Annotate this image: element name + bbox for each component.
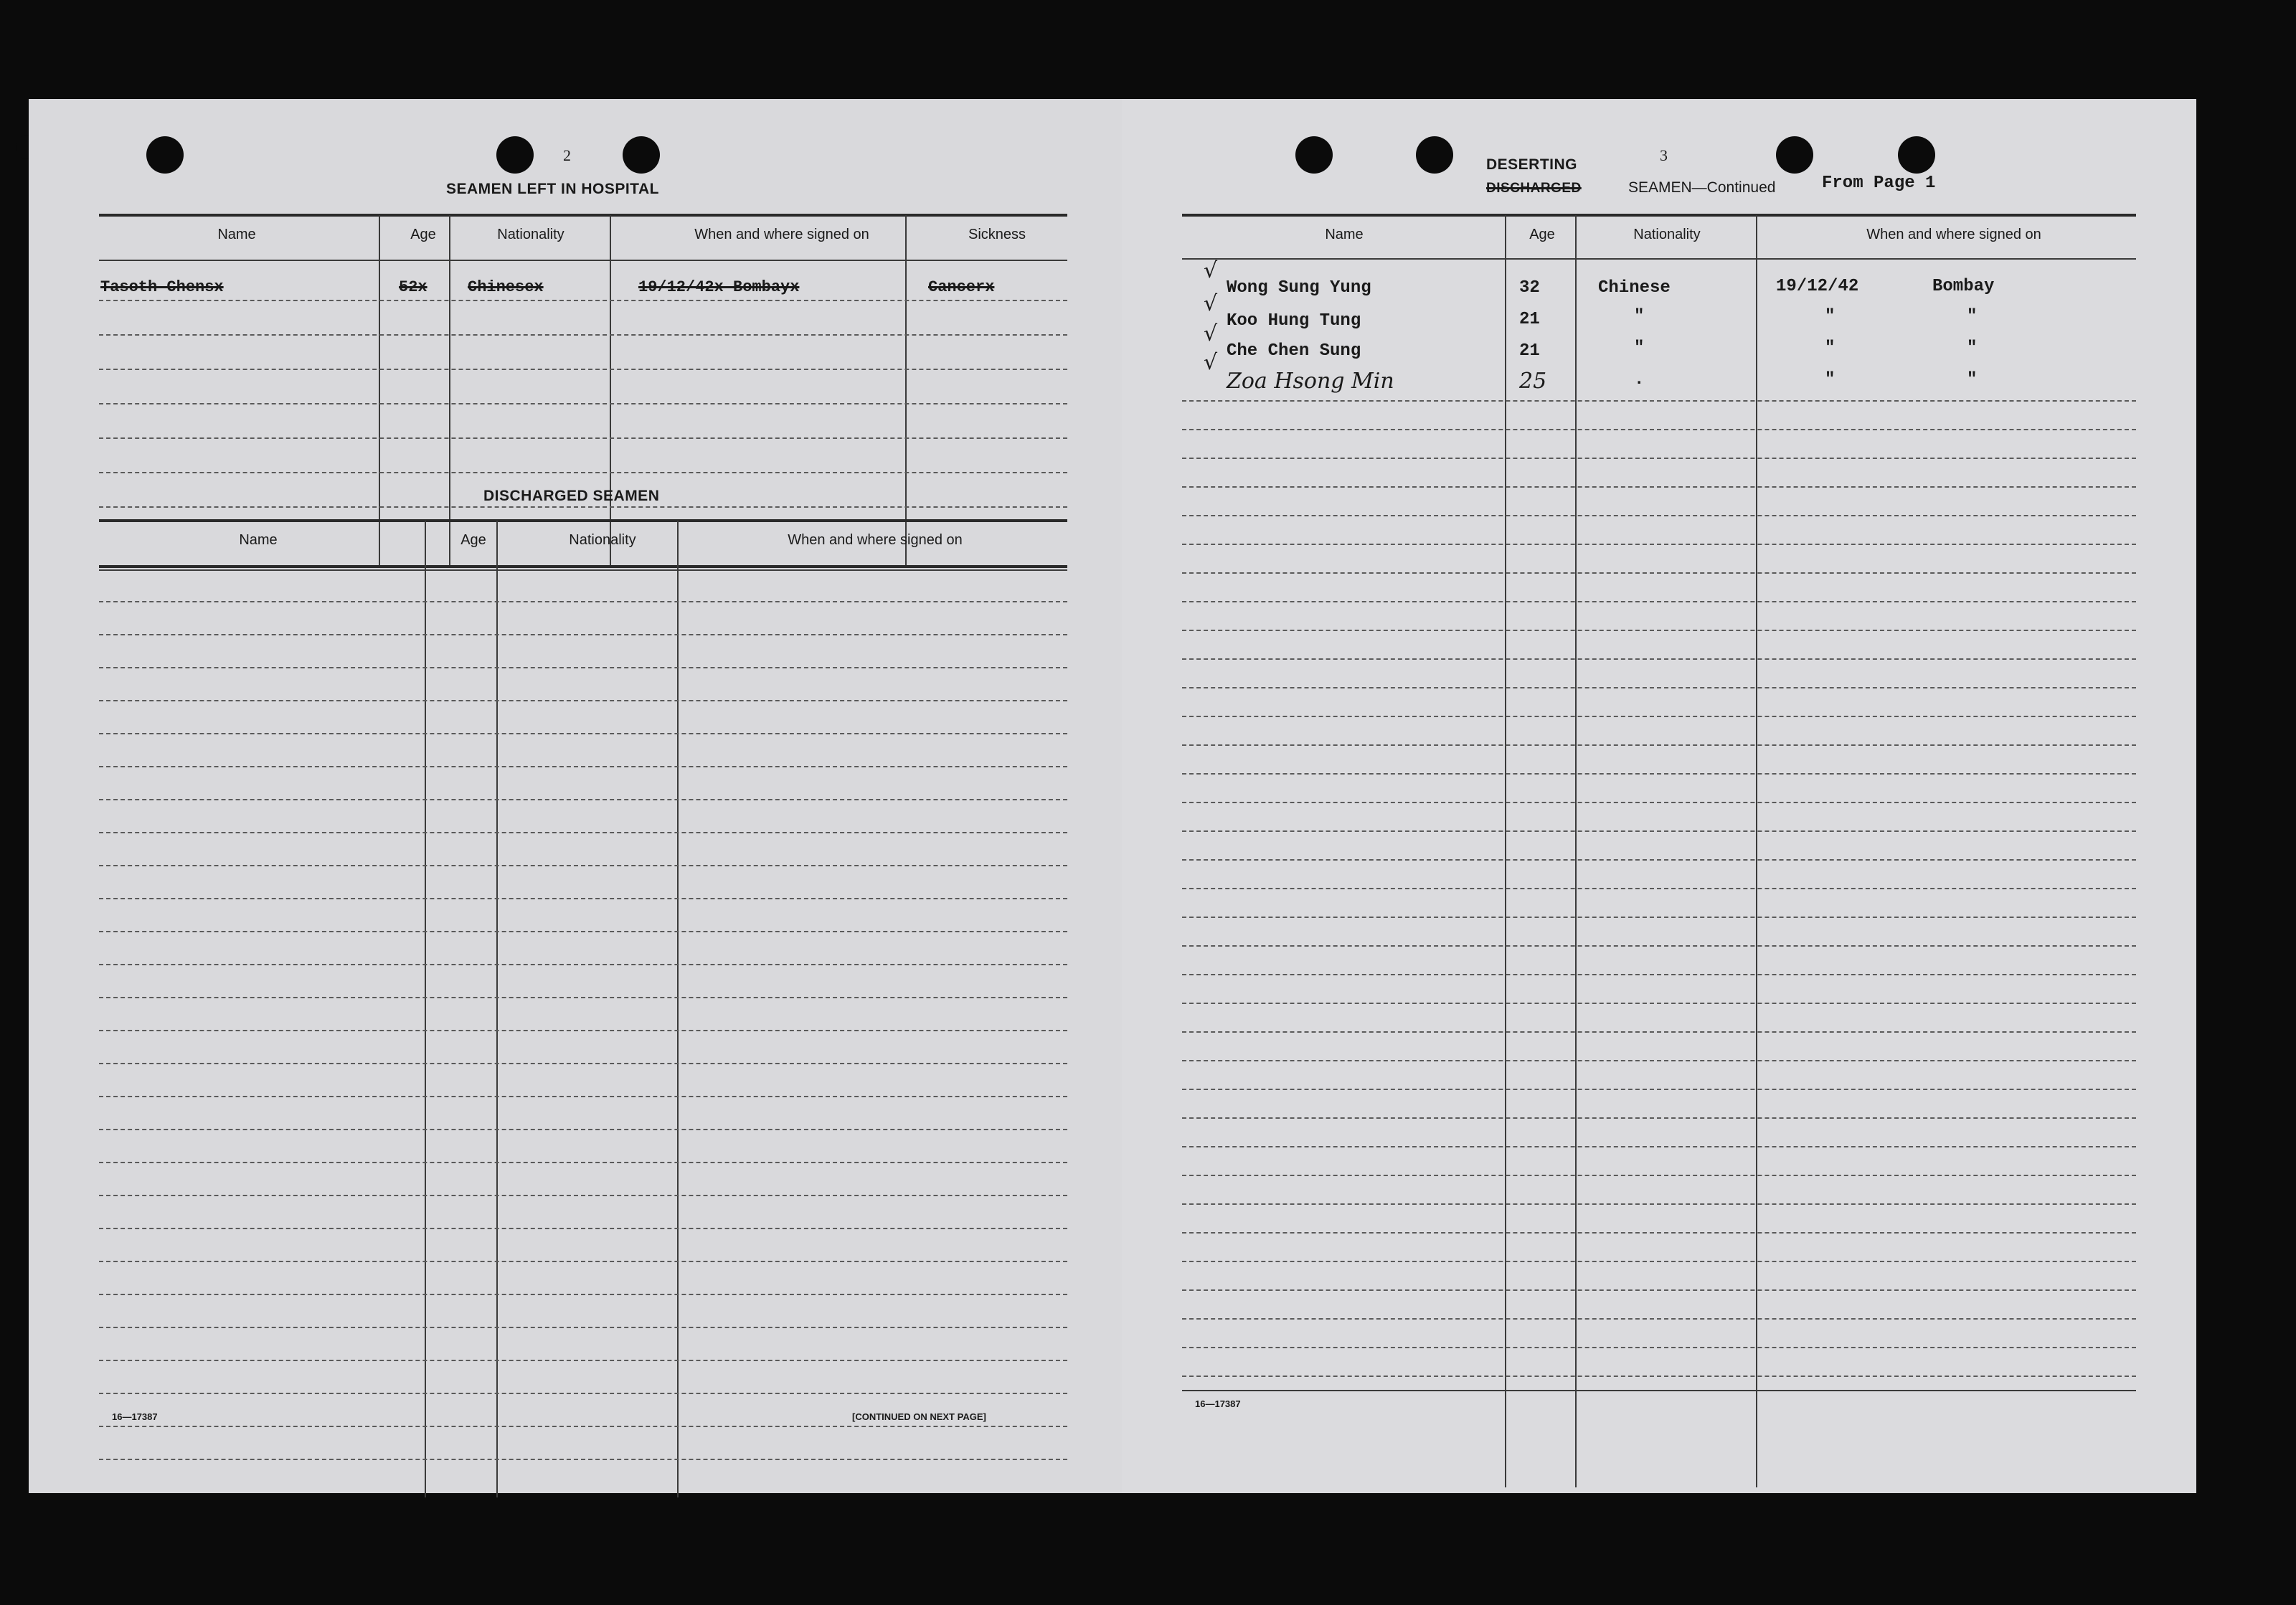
column-header-signed-on: When and where signed on <box>788 532 963 548</box>
column-header-nationality: Nationality <box>497 227 564 242</box>
column-header-signed-on: When and where signed on <box>694 227 869 242</box>
row-rule <box>1182 974 2136 975</box>
row-rule <box>99 1261 1067 1262</box>
row-rule <box>99 300 1067 301</box>
deserter-age: 21 <box>1519 341 1540 361</box>
punch-hole <box>1776 136 1813 174</box>
column-header-sickness: Sickness <box>968 227 1026 242</box>
punch-hole <box>623 136 660 174</box>
table-rule <box>99 214 1067 217</box>
row-rule <box>99 601 1067 602</box>
row-rule <box>99 667 1067 668</box>
struck-title-word: DISCHARGED <box>1486 181 1582 196</box>
form-number: 16—17387 <box>112 1411 158 1422</box>
deserter-date: " <box>1825 370 1836 389</box>
deserter-age: 21 <box>1519 310 1540 329</box>
column-header-name: Name <box>1325 227 1364 242</box>
row-rule <box>1182 429 2136 430</box>
punch-hole <box>496 136 534 174</box>
hospital-name: Tasoth Chensx <box>100 278 224 296</box>
deserter-place: " <box>1967 338 1978 358</box>
right-page <box>1122 99 2196 1493</box>
table-rule <box>99 260 1067 261</box>
row-rule <box>99 1096 1067 1097</box>
row-rule <box>1182 687 2136 688</box>
row-rule <box>99 1327 1067 1328</box>
row-rule <box>1182 1318 2136 1320</box>
column-header-name: Name <box>217 227 256 242</box>
row-rule <box>1182 1232 2136 1234</box>
deserter-nationality: . <box>1634 370 1645 389</box>
deserter-name: Wong Sung Yung <box>1227 278 1371 298</box>
row-rule <box>99 403 1067 404</box>
table-rule <box>1182 258 2136 260</box>
row-rule <box>1182 658 2136 660</box>
discharged-section-title: DISCHARGED SEAMEN <box>483 488 660 504</box>
row-rule <box>1182 1347 2136 1348</box>
deserter-nationality: " <box>1634 338 1645 358</box>
row-rule <box>1182 1376 2136 1377</box>
row-rule <box>99 1459 1067 1460</box>
deserter-name: Che Chen Sung <box>1227 341 1361 361</box>
table-rule <box>1182 1390 2136 1391</box>
deserter-age: 32 <box>1519 278 1540 298</box>
page-number: 2 <box>563 146 571 164</box>
page-number: 3 <box>1660 146 1668 164</box>
hospital-age: 52x <box>399 278 427 296</box>
row-rule <box>99 832 1067 833</box>
row-rule <box>1182 1117 2136 1119</box>
continued-note: [CONTINUED ON NEXT PAGE] <box>852 1411 986 1422</box>
row-rule <box>1182 917 2136 918</box>
column-divider <box>610 215 611 567</box>
row-rule <box>1182 744 2136 746</box>
row-rule <box>1182 458 2136 459</box>
row-rule <box>99 634 1067 635</box>
column-header-age: Age <box>460 532 486 548</box>
section-title-rest: SEAMEN—Continued <box>1628 179 1776 196</box>
column-header-nationality: Nationality <box>569 532 636 548</box>
hospital-signed-on: 19/12/42x Bombayx <box>638 278 800 296</box>
row-rule <box>1182 1203 2136 1205</box>
row-rule <box>99 506 1067 508</box>
row-rule <box>99 865 1067 866</box>
row-rule <box>99 733 1067 734</box>
punch-hole <box>146 136 184 174</box>
punch-hole <box>1898 136 1935 174</box>
deserter-date: " <box>1825 307 1836 326</box>
row-rule <box>1182 1031 2136 1033</box>
row-rule <box>99 898 1067 899</box>
column-header-age: Age <box>410 227 436 242</box>
deserter-date: 19/12/42 <box>1776 277 1859 296</box>
deserter-name-handwritten: Zoa Hsong Min <box>1227 369 1394 394</box>
column-header-name: Name <box>239 532 278 548</box>
row-rule <box>99 799 1067 800</box>
row-rule <box>99 334 1067 336</box>
row-rule <box>1182 400 2136 402</box>
check-mark: √ <box>1204 291 1218 316</box>
row-rule <box>99 1228 1067 1229</box>
row-rule <box>1182 572 2136 574</box>
row-rule <box>1182 888 2136 889</box>
row-rule <box>99 1162 1067 1163</box>
row-rule <box>1182 1289 2136 1291</box>
form-number: 16—17387 <box>1195 1398 1241 1409</box>
deserter-place: " <box>1967 307 1978 326</box>
deserter-place: Bombay <box>1932 277 1995 296</box>
row-rule <box>99 766 1067 767</box>
table-rule <box>99 569 1067 571</box>
row-rule <box>1182 1175 2136 1176</box>
row-rule <box>99 1030 1067 1031</box>
row-rule <box>1182 1261 2136 1262</box>
row-rule <box>1182 716 2136 717</box>
row-rule <box>1182 601 2136 602</box>
column-divider <box>449 215 450 567</box>
table-rule <box>99 519 1067 522</box>
row-rule <box>1182 515 2136 516</box>
hospital-nationality: Chinesex <box>468 278 544 296</box>
row-rule <box>1182 1146 2136 1147</box>
row-rule <box>1182 1060 2136 1061</box>
row-rule <box>99 931 1067 932</box>
check-mark: √ <box>1204 258 1218 283</box>
row-rule <box>1182 830 2136 832</box>
column-divider <box>1575 215 1577 1487</box>
deserter-nationality: Chinese <box>1598 278 1671 298</box>
row-rule <box>1182 802 2136 803</box>
row-rule <box>1182 945 2136 947</box>
row-rule <box>1182 773 2136 775</box>
row-rule <box>1182 1089 2136 1090</box>
row-rule <box>1182 630 2136 631</box>
deserter-place: " <box>1967 370 1978 389</box>
row-rule <box>99 1195 1067 1196</box>
punch-hole <box>1416 136 1453 174</box>
column-header-signed-on: When and where signed on <box>1866 227 2041 242</box>
deserting-label: DESERTING <box>1486 156 1578 173</box>
row-rule <box>99 437 1067 439</box>
row-rule <box>99 1426 1067 1427</box>
column-divider <box>905 215 907 567</box>
punch-hole <box>1295 136 1333 174</box>
check-mark: √ <box>1204 321 1218 346</box>
from-page-note: From Page 1 <box>1822 174 1936 193</box>
deserter-name: Koo Hung Tung <box>1227 311 1361 331</box>
row-rule <box>99 472 1067 473</box>
left-page <box>29 99 1122 1493</box>
row-rule <box>99 1360 1067 1361</box>
table-rule <box>99 565 1067 568</box>
row-rule <box>99 1294 1067 1295</box>
hospital-section-title: SEAMEN LEFT IN HOSPITAL <box>446 181 659 197</box>
row-rule <box>99 997 1067 998</box>
row-rule <box>99 1063 1067 1064</box>
row-rule <box>99 369 1067 370</box>
deserter-date: " <box>1825 338 1836 358</box>
column-divider <box>1756 215 1757 1487</box>
row-rule <box>99 1393 1067 1394</box>
row-rule <box>99 964 1067 965</box>
row-rule <box>1182 1003 2136 1004</box>
table-rule <box>1182 214 2136 217</box>
check-mark: √ <box>1204 350 1218 375</box>
column-divider <box>1505 215 1506 1487</box>
row-rule <box>99 700 1067 701</box>
row-rule <box>99 1129 1067 1130</box>
column-header-nationality: Nationality <box>1633 227 1701 242</box>
row-rule <box>1182 859 2136 861</box>
hospital-sickness: Cancerx <box>928 278 995 296</box>
row-rule <box>1182 486 2136 488</box>
column-divider <box>379 215 380 567</box>
column-header-age: Age <box>1529 227 1555 242</box>
deserter-nationality: " <box>1634 307 1645 326</box>
row-rule <box>1182 544 2136 545</box>
deserter-age-handwritten: 25 <box>1519 369 1547 394</box>
